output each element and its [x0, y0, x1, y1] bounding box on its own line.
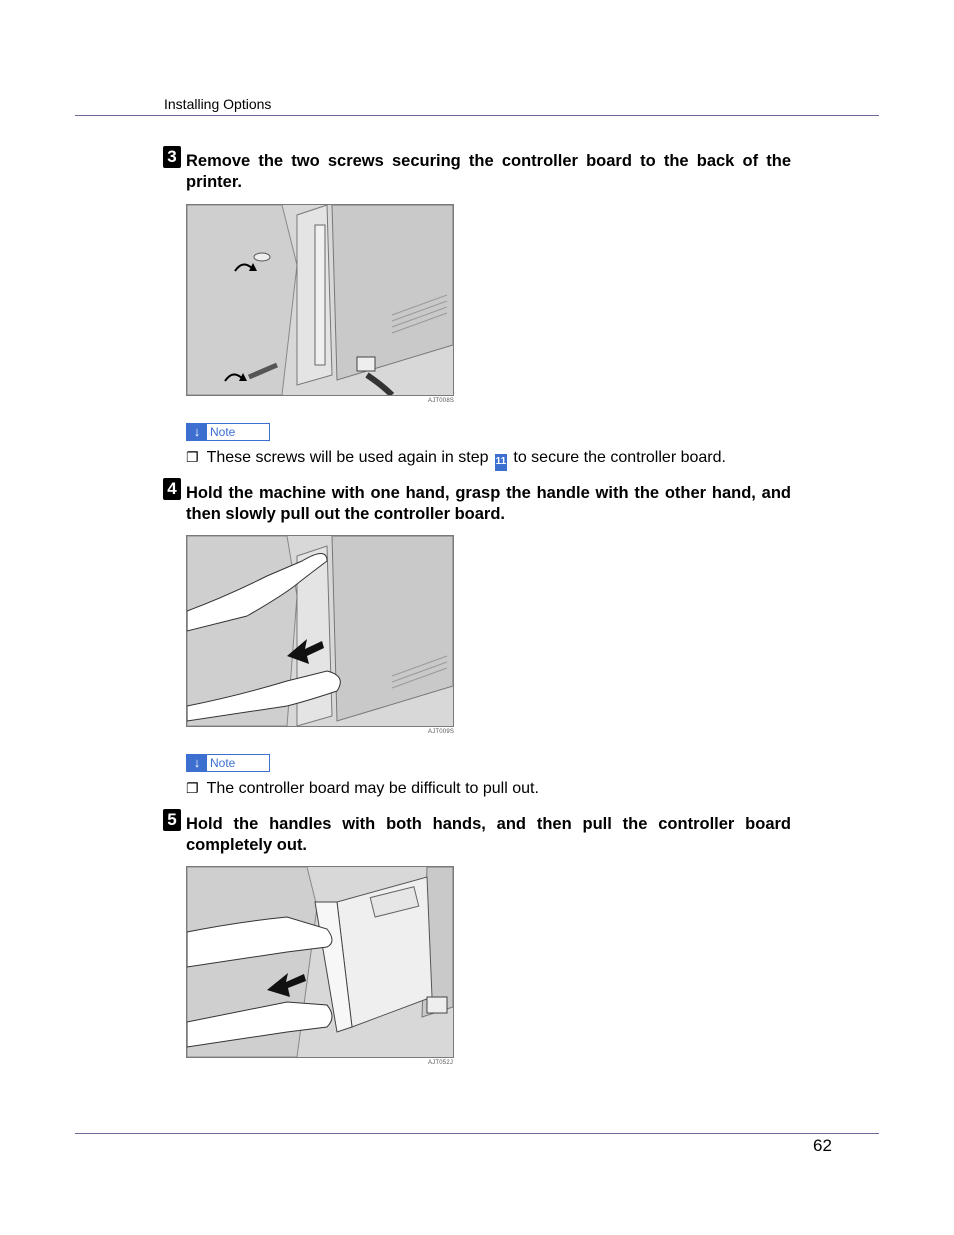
illustration-remove-board [186, 866, 454, 1058]
note-badge [186, 423, 270, 441]
step-instruction: Hold the machine with one hand, grasp the handle with the other hand, and then slowly pull out the controller board. [186, 484, 791, 523]
step-number-badge: 3 [163, 146, 181, 168]
page-number: 62 [813, 1136, 832, 1155]
step-number-badge: 4 [163, 478, 181, 500]
running-header: Installing Options [164, 96, 272, 112]
step-reference-link[interactable]: 11 [495, 454, 507, 471]
checkbox-icon: ❐ [186, 449, 199, 465]
checkbox-icon: ❐ [186, 780, 199, 796]
step-instruction: Hold the handles with both hands, and then pull the controller board completely out. [186, 815, 791, 854]
down-arrow-icon: ↓ [187, 424, 207, 440]
note-label: Note [210, 425, 236, 439]
note-text-body: The controller board may be difficult to pull out. [206, 780, 539, 797]
header-rule [75, 115, 879, 116]
step-number-badge: 5 [163, 809, 181, 831]
note-badge [186, 754, 270, 772]
figure-id: AJT009S [428, 729, 455, 735]
illustration-pull-out-board [186, 535, 454, 727]
note-text-after: to secure the controller board. [513, 449, 726, 466]
note-text-before: These screws will be used again in step [206, 449, 489, 466]
down-arrow-icon: ↓ [187, 755, 207, 771]
figure-id: AJT008S [428, 398, 455, 404]
note-text [186, 447, 726, 471]
note-label: Note [210, 756, 236, 770]
footer-rule [75, 1133, 879, 1134]
figure-id: AJT052J [428, 1060, 454, 1066]
note-text [186, 778, 539, 799]
illustration-remove-screws [186, 204, 454, 396]
step-instruction: Remove the two screws securing the controller board to the back of the printer. [186, 152, 791, 191]
